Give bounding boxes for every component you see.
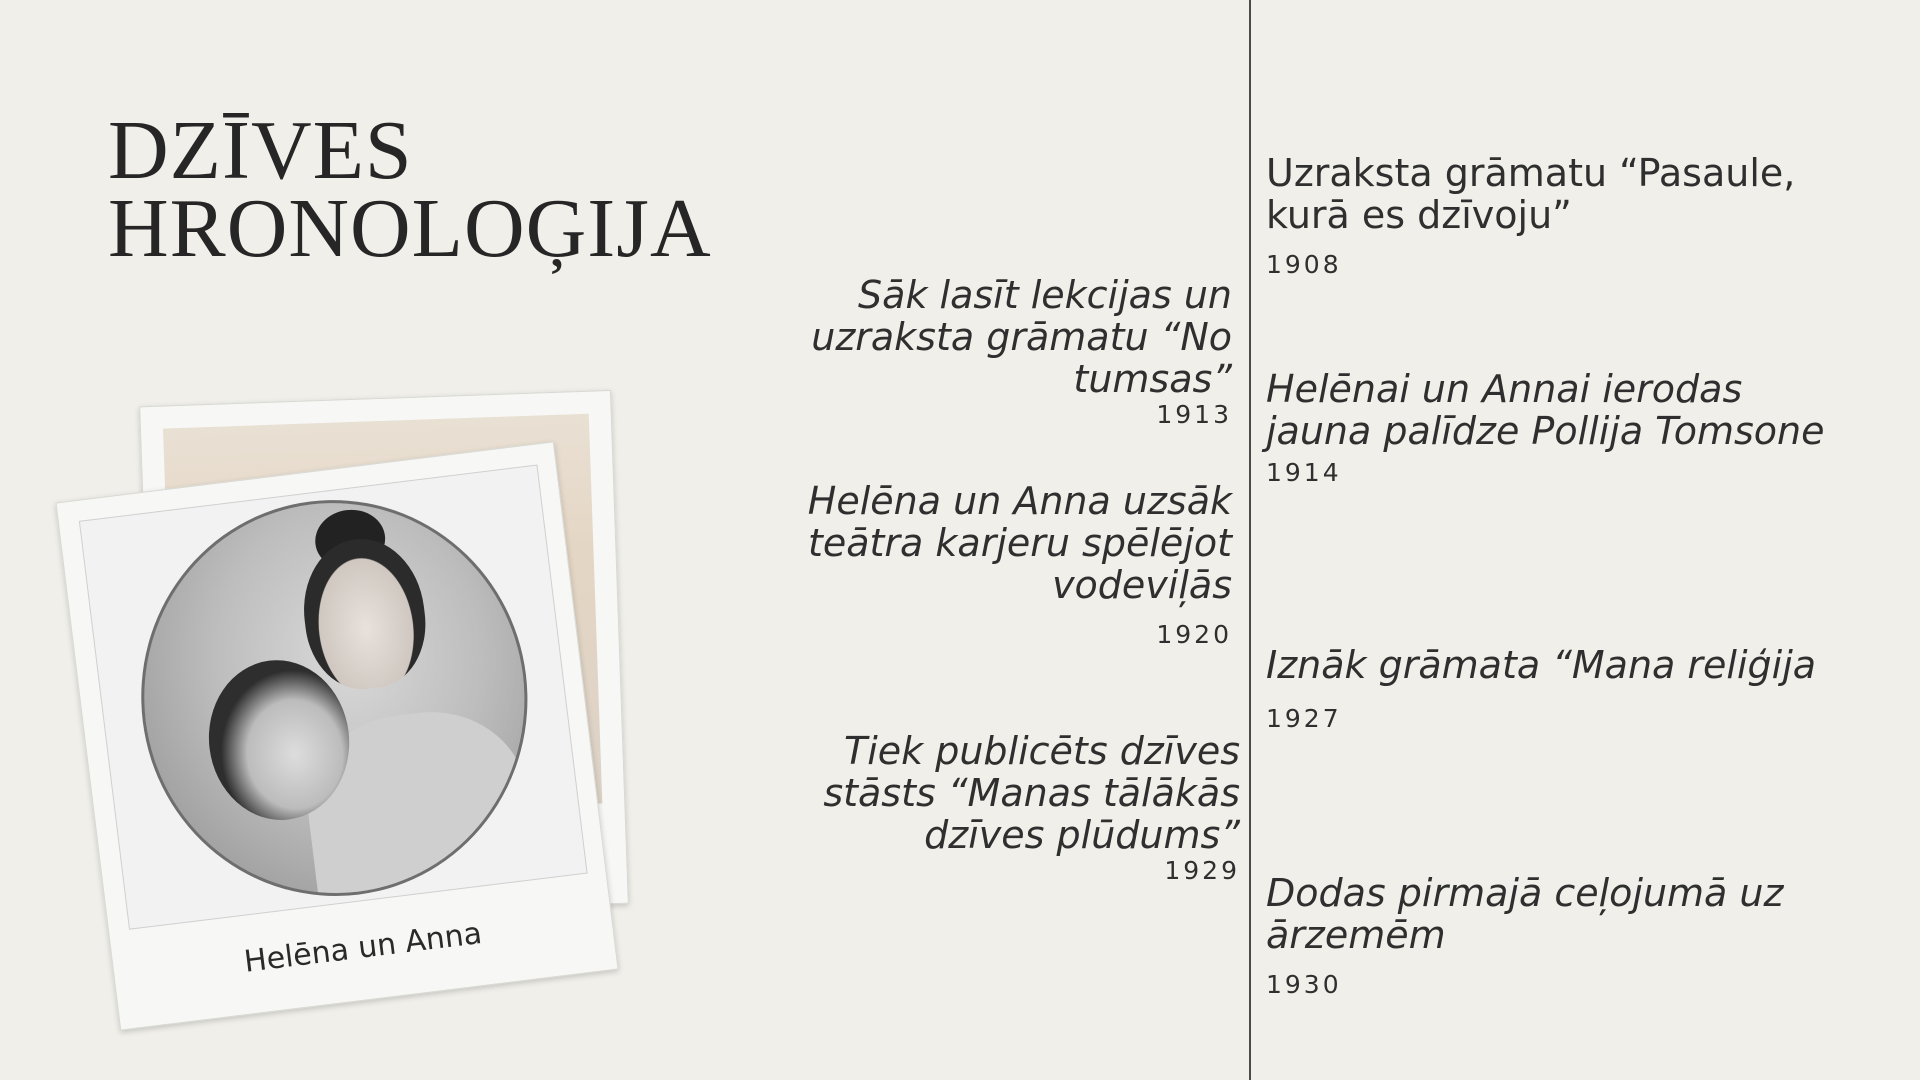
event-text: Helēna un Anna uzsāk teātra karjeru spēlējot vodeviļās — [807, 479, 1232, 607]
timeline-event-1929 — [720, 730, 1240, 885]
event-text: Tiek publicēts dzīves stāsts “Manas tālākās dzīves plūdums” — [823, 729, 1240, 857]
title-line-1: DZĪVES — [108, 104, 413, 197]
timeline-event-1930 — [1266, 872, 1826, 999]
timeline-event-1920 — [712, 480, 1232, 649]
timeline-event-1908 — [1266, 152, 1826, 279]
oval-portrait-frame — [119, 478, 550, 918]
portrait-photo — [79, 465, 588, 930]
timeline-divider — [1249, 0, 1251, 1080]
event-year: 1908 — [1266, 250, 1342, 279]
page-title — [108, 104, 712, 275]
event-text: Uzraksta grāmatu “Pasaule, kurā es dzīvoju” — [1266, 151, 1796, 237]
event-year: 1920 — [1156, 620, 1232, 649]
photo-caption: Helēna un Anna — [242, 915, 484, 980]
event-year: 1913 — [1156, 400, 1232, 429]
event-text: Dodas pirmajā ceļojumā uz ārzemēm — [1266, 871, 1784, 957]
event-year: 1914 — [1266, 458, 1342, 487]
title-line-2: HRONOLOĢIJA — [108, 182, 712, 275]
event-text: Sāk lasīt lekcijas un uzraksta grāmatu “No tumsas” — [811, 273, 1232, 401]
event-text: Helēnai un Annai ierodas jauna palīdze Pollija Tomsone — [1266, 367, 1825, 453]
event-text: Iznāk grāmata “Mana reliģija — [1266, 643, 1817, 687]
timeline-event-1927 — [1266, 644, 1826, 733]
event-year: 1930 — [1266, 970, 1342, 999]
timeline-event-1914 — [1266, 368, 1826, 487]
photo-card-front — [55, 441, 618, 1030]
event-year: 1927 — [1266, 704, 1342, 733]
event-year: 1929 — [1164, 856, 1240, 885]
timeline-event-1913 — [712, 274, 1232, 429]
